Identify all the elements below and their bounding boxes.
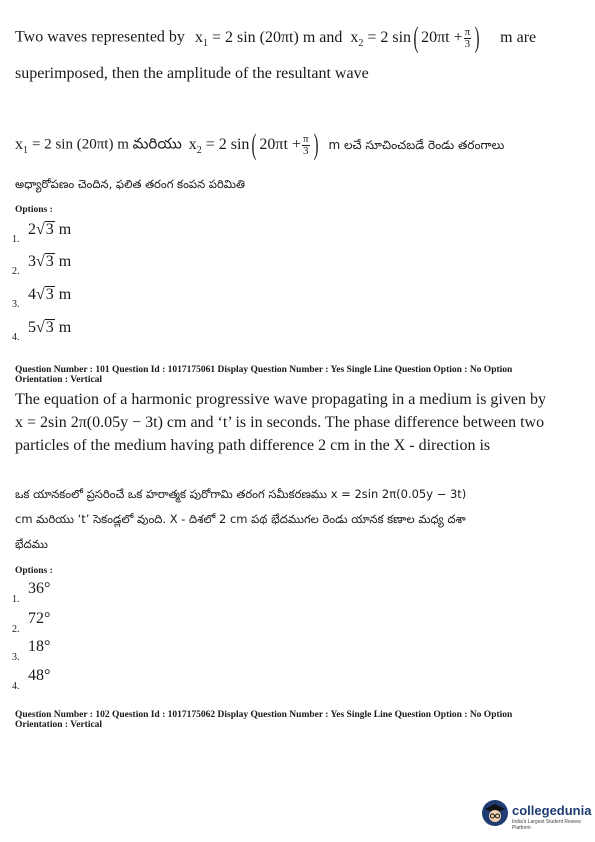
q101-te-line3: భేదము [15,537,48,551]
q102-meta: Question Number : 102 Question Id : 1017175062 Display Question Number : Yes Single Line Question Option : No Option Orientation : Vertical [15,710,513,730]
q100-x1-eq: $x_1 = 2$ sin (20πt) m and [194,28,343,49]
q100-x2-eq: $x_2 = 2$ sin( 20πt + $\frac{\pi}{3}$ ) [350,21,480,54]
q101-te-line1: ఒక యానకంలో ప్రసరించే ఒక హరాత్మక పురోగామి తరంగ సమీకరణము x = 2sin 2π(0.05y − 3t) [15,487,467,501]
q100-en-text: Two waves represented by [15,28,185,46]
q100-options-label: Options : [15,205,53,215]
collegedunia-logo [482,800,592,830]
q101-en-line3: particles of the medium having path difference 2 cm in the X - direction is [15,437,491,454]
q101-en-line1: The equation of a harmonic progressive wave propagating in a medium is given by [15,391,546,408]
q100-en-line1: Two waves represented by $x_1 = 2$ sin (20πt) m and $x_2 = 2$ sin( 20πt + $\frac{\pi}{3}$ ) m are [15,21,537,54]
q101-options-label: Options : [15,566,53,576]
q100-te-line2: అధ్యారోపణం చెందిన, ఫలిత తరంగ కంపన పరిమితి [15,177,245,191]
logo-tagline: India's Largest Student Review Platform [512,819,581,831]
q101-en-line2: x = 2sin 2π(0.05y − 3t) cm and ‘t’ is in seconds. The phase difference between two [15,414,545,431]
graduate-mascot-icon [482,800,508,826]
q101-meta: Question Number : 101 Question Id : 1017175061 Display Question Number : Yes Single Line Question Option : No Option Orientation : Vertical [15,365,513,385]
q101-te-line2: cm మరియు ‘t’ సెకండ్లలో వుంది. X - దిశలో 2 cm పథ భేదముగల రెండు యానక కణాల మధ్య దశా [15,512,466,526]
logo-text: collegedunia [512,803,592,818]
q100-te-line1: $x_1 = 2$ sin (20πt) m మరియు $x_2 = 2$ sin( 20πt + $\frac{\pi}{3}$ ) m లచే సూచించబడే రెండు తరంగాలు [15,128,505,161]
question-page: Two waves represented by $x_1 = 2$ sin (20πt) m and $x_2 = 2$ sin( 20πt + $\frac{\pi}{3}$ ) m are superimposed, then the amplitude of the resultant wave $x_1 = 2$ sin (20πt) m మరియు $x_2 = 2$ sin( 20πt + $\frac{\pi}{3}$ ) m లచే సూచించబడే రెండు తరంగాలు అధ్యారోపణం చెందిన, ఫలిత తరంగ కంపన పరిమితి Options : 1. 2√3 m 2. 3√3 m 3. 4√3 m 4. 5√3 m Question Number : 101 Question Id : 1017175061 Display Question Number : Yes Single Line Question Option : No Option Orientation : Vertical The equation of a harmonic progressive wave propagating in a medium is given by x = 2sin 2π(0.05y − 3t) cm and ‘t’ is in seconds. The phase difference between two particles of the medium having path difference 2 cm in the X - direction is ఒక యానకంలో ప్రసరించే ఒక హరాత్మక పురోగామి తరంగ సమీకరణము x = 2sin 2π(0.05y − 3t) cm మరియు ‘t’ సెకండ్లలో వుంది. X - దిశలో 2 cm పథ భేదముగల రెండు యానక కణాల మధ్య దశా భేదము Options : 1. 36° 2. 72° 3. 18° 4. 48° Question Number : 102 Question Id : 1017175062 Display Question Number : Yes Single Line Question Option : No Option Orientation : Vertical collegedunia India's Largest Student Review Platform [12,21,592,831]
q100-en-line2: superimposed, then the amplitude of the resultant wave [15,65,369,82]
pi-over-3-fraction: $\frac{\pi}{3}$ [464,25,471,50]
